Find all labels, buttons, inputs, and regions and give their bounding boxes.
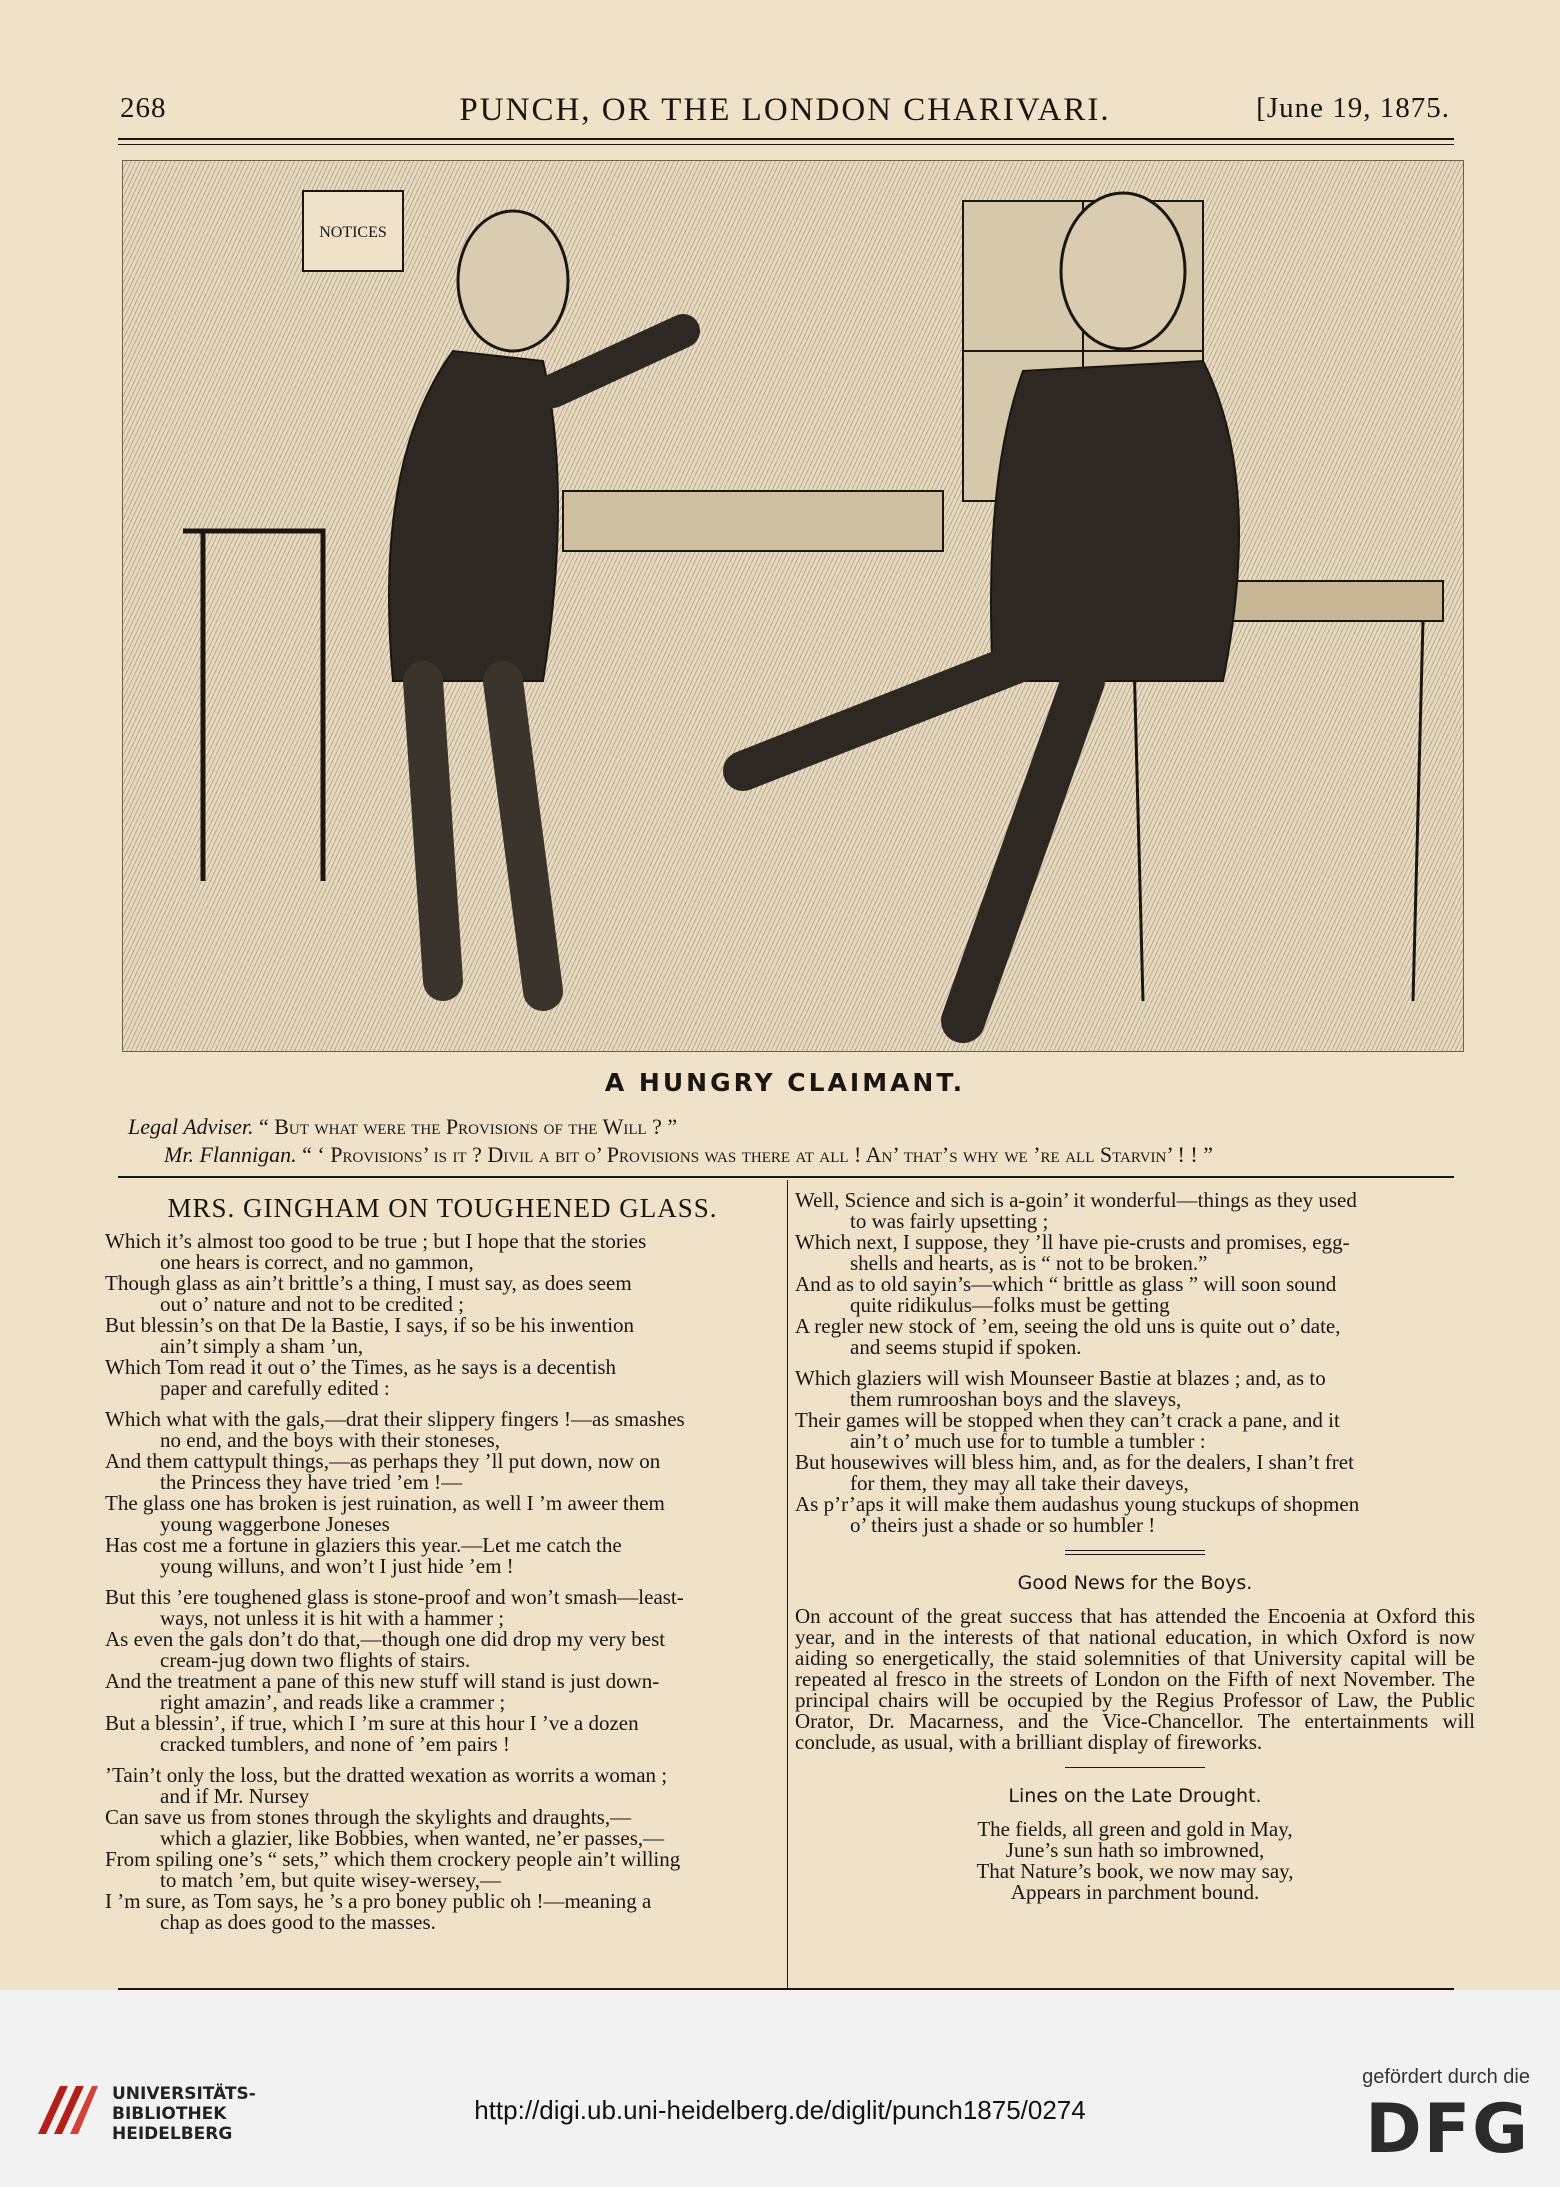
poem-title: MRS. GINGHAM ON TOUGHENED GLASS. [167, 1193, 718, 1223]
verse-line: As even the gals don’t do that,—though one did drop my very best [105, 1627, 666, 1651]
verse-line: The glass one has broken is jest ruination, as well I ’m aweer them [105, 1491, 665, 1515]
verse-line: I ’m sure, as Tom says, he ’s a pro boney public oh !—meaning a [105, 1889, 652, 1913]
page-number: 268 [120, 92, 167, 124]
right-column [795, 1190, 1475, 1903]
verse-line: them rumrooshan boys and the slaveys, [850, 1387, 1182, 1411]
verse-line: Which next, I suppose, they ’ll have pie-crusts and promises, egg- [795, 1230, 1350, 1254]
verse-line: Which what with the gals,—drat their slippery fingers !—as smashes [105, 1407, 685, 1431]
verse-line: no end, and the boys with their stoneses, [160, 1428, 501, 1452]
dialogue-text-1: “ But what were the Provisions of the Will ? ” [258, 1114, 678, 1139]
verse-line: and seems stupid if spoken. [850, 1335, 1082, 1359]
verse-line: young willuns, and won’t I just hide ’em ! [160, 1554, 514, 1578]
verse-line: and if Mr. Nursey [160, 1784, 310, 1808]
stanza-3 [105, 1587, 780, 1755]
verse-line: ain’t simply a sham ’un, [160, 1334, 364, 1358]
verse-line: chap as does good to the masses. [160, 1910, 436, 1934]
verse-line: one hears is correct, and no gammon, [160, 1250, 474, 1274]
verse-line: quite ridikulus—folks must be getting [850, 1293, 1170, 1317]
claimant-head [458, 211, 568, 351]
verse-line: June’s sun hath so imbrowned, [1005, 1838, 1265, 1862]
cartoon-title: A HUNGRY CLAIMANT. [604, 1068, 966, 1097]
verse-line: Can save us from stones through the skylights and draughts,— [105, 1805, 632, 1829]
verse-line: shells and hearts, as is “ not to be broken.” [850, 1251, 1208, 1275]
permalink-url[interactable]: http://digi.ub.uni-heidelberg.de/diglit/punch1875/0274 [474, 2095, 1086, 2125]
dialogue-text-2: “ ‘ Provisions’ is it ? Divil a bit o’ Provisions was there at all ! An’ that’s why we ’re all Starvin’ ! ! ” [302, 1142, 1213, 1167]
verse-line: A regler new stock of ’em, seeing the old uns is quite out o’ date, [795, 1314, 1341, 1338]
verse-line: And as to old sayin’s—which “ brittle as glass ” will soon sound [795, 1272, 1337, 1296]
good-news-paragraph: On account of the great success that has attended the Encoenia at Oxford this year, and in the interests of that national education, in which Oxford is now aiding so energetically, the staid solemnities of that University capital will be repeated al fresco in the streets of London on the Fifth of next November. The principal chairs will be occupied by the Regius Professor of Law, the Public Orator, Dr. Macarness, and the Vice-Chancellor. The entertainments will conclude, as usual, with a brilliant display of fireworks. [795, 1604, 1475, 1754]
stanza-2 [105, 1409, 780, 1577]
verse-line: ain’t o’ much use for to tumble a tumbler : [850, 1429, 1206, 1453]
verse-line: From spiling one’s “ sets,” which them crockery people ain’t willing [105, 1847, 681, 1871]
verse-line: ’Tain’t only the loss, but the dratted wexation as worrits a woman ; [105, 1763, 668, 1787]
verse-line: But blessin’s on that De la Bastie, I says, if so be his inwention [105, 1313, 635, 1337]
stanza-4 [105, 1765, 780, 1933]
page-header [120, 92, 1450, 132]
library-name-line: BIBLIOTHEK [112, 2104, 227, 2124]
verse-line: That Nature’s book, we now may say, [976, 1859, 1294, 1883]
header-rule-thin [118, 144, 1454, 145]
verse-line: o’ theirs just a shade or so humbler ! [850, 1513, 1156, 1537]
verse-line: Has cost me a fortune in glaziers this year.—Let me catch the [105, 1533, 622, 1557]
verse-line: And them cattypult things,—as perhaps they ’ll put down, now on [105, 1449, 661, 1473]
dialogue-line-1 [128, 1112, 677, 1141]
verse-line: ways, not unless it is hit with a hammer ; [160, 1606, 505, 1630]
dialogue-line-2 [164, 1140, 1213, 1169]
verse-line: As p’r’aps it will make them audashus young stuckups of shopmen [795, 1492, 1360, 1516]
library-name-line: UNIVERSITÄTS- [112, 2084, 256, 2104]
drought-verse [795, 1819, 1475, 1903]
verse-line: Though glass as ain’t brittle’s a thing, I must say, as does seem [105, 1271, 632, 1295]
verse-line: the Princess they have tried ’em !— [160, 1470, 463, 1494]
adviser-figure [991, 361, 1239, 681]
drought-heading: Lines on the Late Drought. [1008, 1785, 1262, 1807]
verse-line: Which it’s almost too good to be true ; but I hope that the stories [105, 1229, 647, 1253]
adviser-head [1061, 193, 1185, 349]
left-column [105, 1193, 780, 1943]
verse-line: which a glazier, like Bobbies, when wanted, ne’er passes,— [160, 1826, 665, 1850]
speaker-legal-adviser: Legal Adviser. [128, 1114, 254, 1139]
verse-line: right amazin’, and reads like a crammer ; [160, 1690, 506, 1714]
claimant-figure [389, 351, 558, 681]
verse-line: But housewives will bless him, and, as for the dealers, I shan’t fret [795, 1450, 1354, 1474]
verse-line: Which glaziers will wish Mounseer Bastie at blazes ; and, as to [795, 1366, 1326, 1390]
stanza-5 [795, 1190, 1475, 1358]
verse-line: The fields, all green and gold in May, [977, 1817, 1293, 1841]
dfg-logo[interactable]: DFG [1365, 2090, 1530, 2169]
verse-line: Their games will be stopped when they can’t crack a pane, and it [795, 1408, 1340, 1432]
double-divider [1065, 1550, 1205, 1555]
verse-line: to match ’em, but quite wisey-wersey,— [160, 1868, 501, 1892]
good-news-heading: Good News for the Boys. [1017, 1572, 1253, 1594]
verse-line: Which Tom read it out o’ the Times, as he says is a decentish [105, 1355, 617, 1379]
stanza-6 [795, 1368, 1475, 1536]
verse-line: Appears in parchment bound. [1010, 1880, 1260, 1904]
verse-line: cracked tumblers, and none of ’em pairs ! [160, 1732, 510, 1756]
verse-line: out o’ nature and not to be credited ; [160, 1292, 465, 1316]
back-desk [563, 491, 943, 551]
verse-line: to was fairly upsetting ; [850, 1209, 1049, 1233]
cartoon-drawing [123, 161, 1463, 1051]
verse-line: young waggerbone Joneses [160, 1512, 390, 1536]
library-name-line: HEIDELBERG [112, 2124, 233, 2144]
divider [1065, 1767, 1205, 1768]
verse-line: Well, Science and sich is a-goin’ it wonderful—things as they used [795, 1188, 1357, 1212]
chair-left [183, 531, 323, 881]
verse-line: But a blessin’, if true, which I ’m sure at this hour I ’ve a dozen [105, 1711, 639, 1735]
funded-by-label: gefördert durch die [1362, 2066, 1530, 2088]
column-divider [787, 1180, 788, 1988]
verse-line: cream-jug down two flights of stairs. [160, 1648, 471, 1672]
section-rule [118, 1176, 1454, 1178]
speaker-mr-flannigan: Mr. Flannigan. [164, 1142, 297, 1167]
verse-line: for them, they may all take their daveys, [850, 1471, 1189, 1495]
stanza-1 [105, 1231, 780, 1399]
verse-line: paper and carefully edited : [160, 1376, 390, 1400]
header-rule [118, 138, 1454, 140]
digitization-footer [0, 1990, 1560, 2187]
issue-date: [June 19, 1875. [1256, 92, 1450, 124]
masthead-title: PUNCH, OR THE LONDON CHARIVARI. [459, 92, 1111, 128]
cartoon-illustration [122, 160, 1464, 1052]
verse-line: But this ’ere toughened glass is stone-proof and won’t smash—least- [105, 1585, 684, 1609]
notices-sign-text: NOTICES [319, 224, 387, 241]
verse-line: And the treatment a pane of this new stuff will stand is just down- [105, 1669, 660, 1693]
